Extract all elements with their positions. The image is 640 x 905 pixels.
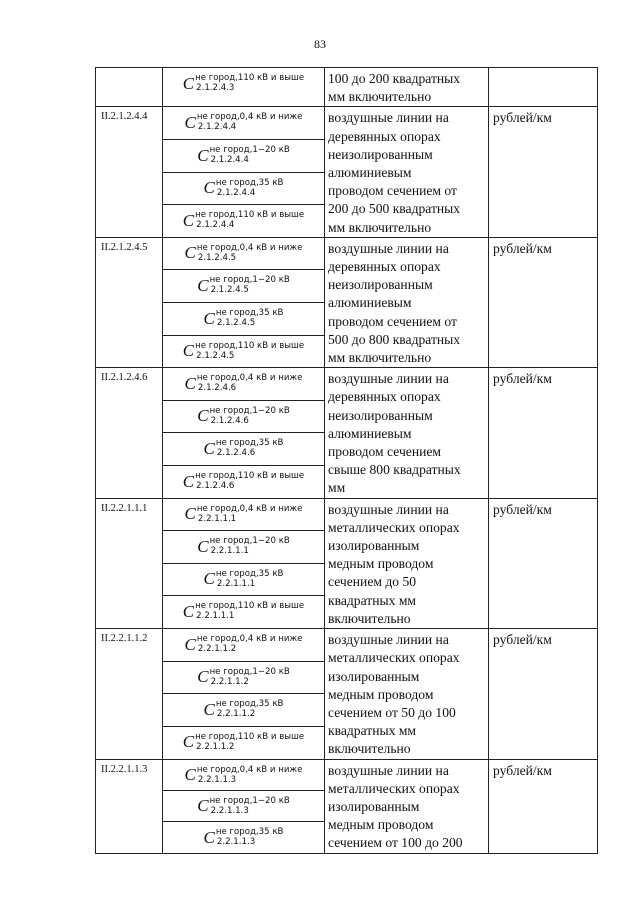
rate-symbol-subscript: 2.2.1.1.1 — [216, 578, 256, 589]
tariff-table — [95, 67, 598, 854]
rate-symbol-cell — [163, 68, 325, 107]
row-description — [325, 498, 489, 628]
rate-symbol — [163, 531, 324, 561]
rate-symbol — [163, 791, 324, 821]
rate-symbol — [163, 694, 324, 724]
rate-symbol-cell — [163, 531, 325, 564]
table-row — [96, 498, 598, 531]
rate-symbol-subscript: 2.1.2.4.5 — [216, 318, 256, 329]
rate-symbol-cell — [163, 368, 325, 401]
rate-symbol-letter: C — [197, 406, 209, 426]
rate-symbol — [163, 822, 324, 852]
rate-symbol — [163, 336, 324, 366]
row-description — [325, 759, 489, 853]
rate-symbol-letter: C — [197, 145, 209, 165]
rate-symbol-subscript: 2.2.1.1.3 — [197, 774, 237, 785]
rate-symbol-cell — [163, 466, 325, 499]
rate-symbol — [163, 270, 324, 300]
rate-symbol — [163, 173, 324, 203]
rate-symbol-letter: C — [182, 471, 195, 491]
rate-symbol-letter: C — [203, 308, 215, 328]
rate-symbol-indices — [216, 178, 284, 198]
rate-symbol-subscript: 2.1.2.4.4 — [196, 220, 235, 231]
rate-symbol-superscript: не город,35 кВ — [215, 177, 284, 188]
rate-symbol — [163, 368, 324, 398]
rate-symbol — [163, 629, 324, 659]
rate-symbol-indices — [210, 145, 290, 165]
row-description-text: воздушные линии на деревянных опорах неизолированным алюминиевым проводом сечением от 200 до 500 квадратных мм включительно — [328, 110, 461, 235]
rate-symbol-subscript: 2.2.1.1.3 — [216, 837, 256, 848]
row-description-text: воздушные линии на металлических опорах изолированным медным проводом сечением до 50 квадратных мм включительно — [328, 501, 460, 626]
rate-symbol-superscript: не город,0,4 кВ и ниже — [196, 634, 303, 645]
rate-symbol-cell — [163, 335, 325, 368]
table-row — [96, 368, 598, 401]
rate-symbol-indices — [216, 308, 284, 328]
rate-symbol-letter: C — [197, 275, 209, 295]
rate-symbol-superscript: не город,1−20 кВ — [209, 666, 290, 677]
rate-symbol-letter: C — [203, 178, 215, 198]
rate-symbol-indices — [197, 112, 303, 132]
rate-symbol-subscript: 2.1.2.4.5 — [197, 252, 237, 263]
rate-symbol-indices — [210, 796, 290, 816]
rate-symbol-superscript: не город,1−20 кВ — [209, 275, 290, 286]
rate-symbol-cell — [163, 433, 325, 466]
rate-symbol-indices — [197, 243, 303, 263]
rate-symbol-indices — [197, 634, 303, 654]
rate-symbol-superscript: не город,1−20 кВ — [209, 145, 290, 155]
rate-symbol-cell — [163, 237, 325, 270]
rate-symbol — [163, 205, 324, 235]
rate-symbol-superscript: не город,110 кВ и выше — [195, 471, 305, 482]
row-unit: рублей/км — [489, 629, 598, 759]
rate-symbol-cell — [163, 790, 325, 821]
rate-symbol-superscript: не город,0,4 кВ и ниже — [196, 112, 303, 123]
rate-symbol-cell — [163, 822, 325, 853]
rate-symbol-indices — [195, 601, 304, 621]
rate-symbol-subscript: 2.1.2.4.5 — [210, 285, 249, 296]
rate-symbol — [163, 68, 324, 98]
row-unit: рублей/км — [489, 759, 598, 853]
rate-symbol-subscript: 2.2.1.1.2 — [196, 741, 235, 752]
row-unit: рублей/км — [489, 498, 598, 628]
row-description-text: воздушные линии на металлических опорах изолированным медным проводом сечением от 100 до 200 — [328, 762, 463, 851]
row-code: II.2.2.1.1.2 — [96, 629, 163, 759]
rate-symbol — [163, 433, 324, 463]
row-unit: рублей/км — [489, 237, 598, 367]
rate-symbol-letter: C — [184, 373, 196, 393]
rate-symbol-letter: C — [182, 732, 195, 752]
rate-symbol-indices — [197, 373, 303, 393]
rate-symbol-subscript: 2.1.2.4.3 — [196, 83, 235, 93]
rate-symbol-indices — [197, 504, 303, 524]
rate-symbol-superscript: не город,35 кВ — [215, 568, 284, 579]
row-description-text: воздушные линии на металлических опорах изолированным медным проводом сечением от 50 до 100 квадратных мм включительно — [328, 632, 460, 757]
rate-symbol-letter: C — [184, 504, 196, 524]
row-description — [325, 68, 489, 107]
rate-symbol-cell — [163, 172, 325, 205]
rate-symbol-cell — [163, 303, 325, 336]
rate-symbol-letter: C — [197, 796, 209, 816]
row-description — [325, 107, 489, 237]
rate-symbol-cell — [163, 205, 325, 238]
rate-symbol-indices — [195, 732, 304, 752]
rate-symbol-letter: C — [182, 73, 195, 93]
rate-symbol-letter: C — [197, 667, 209, 687]
row-unit: рублей/км — [489, 107, 598, 237]
rate-symbol-cell — [163, 661, 325, 694]
rate-symbol — [163, 564, 324, 594]
rate-symbol-letter: C — [184, 634, 196, 654]
rate-symbol-superscript: не город,110 кВ и выше — [195, 340, 305, 351]
rate-symbol-cell — [163, 694, 325, 727]
rate-symbol-letter: C — [203, 827, 215, 847]
rate-symbol-superscript: не город,110 кВ и выше — [195, 601, 305, 612]
rate-symbol-subscript: 2.1.2.4.5 — [196, 350, 235, 361]
rate-symbol-indices — [197, 765, 303, 785]
rate-symbol-subscript: 2.1.2.4.4 — [216, 187, 256, 198]
rate-symbol-superscript: не город,1−20 кВ — [209, 405, 290, 416]
rate-symbol — [163, 760, 324, 790]
rate-symbol-indices — [216, 438, 284, 458]
row-unit: рублей/км — [489, 368, 598, 498]
rate-symbol-indices — [216, 569, 284, 589]
rate-symbol-subscript: 2.1.2.4.4 — [197, 122, 237, 133]
rate-symbol-indices — [195, 471, 304, 491]
rate-symbol-superscript: не город,0,4 кВ и ниже — [196, 373, 303, 384]
table-row — [96, 759, 598, 790]
rate-symbol-letter: C — [184, 112, 196, 132]
rate-symbol-superscript: не город,0,4 кВ и ниже — [196, 764, 303, 775]
rate-symbol-indices — [210, 667, 290, 687]
row-description — [325, 629, 489, 759]
rate-symbol — [163, 727, 324, 757]
rate-symbol-subscript: 2.2.1.1.1 — [197, 513, 237, 524]
row-code: II.2.1.2.4.5 — [96, 237, 163, 367]
table-row — [96, 107, 598, 140]
rate-symbol — [163, 466, 324, 496]
rate-symbol-letter: C — [203, 569, 215, 589]
rate-symbol — [163, 238, 324, 268]
row-description — [325, 368, 489, 498]
rate-symbol-superscript: не город,1−20 кВ — [209, 536, 290, 547]
rate-symbol-superscript: не город,110 кВ и выше — [195, 210, 305, 221]
rate-symbol-subscript: 2.1.2.4.6 — [210, 415, 249, 426]
rate-symbol — [163, 303, 324, 333]
rate-symbol-subscript: 2.2.1.1.3 — [210, 805, 249, 816]
tariff-table-body — [96, 68, 598, 854]
row-description-text: 100 до 200 квадратных мм включительно — [328, 71, 461, 105]
rate-symbol-letter: C — [184, 243, 196, 263]
rate-symbol-letter: C — [182, 601, 195, 621]
rate-symbol-subscript: 2.2.1.1.1 — [196, 611, 235, 622]
rate-symbol-superscript: не город,35 кВ — [215, 827, 284, 838]
row-code: II.2.2.1.1.1 — [96, 498, 163, 628]
rate-symbol-subscript: 2.1.2.4.6 — [197, 383, 237, 394]
rate-symbol — [163, 662, 324, 692]
rate-symbol-cell — [163, 498, 325, 531]
rate-symbol-indices — [210, 406, 290, 426]
rate-symbol-cell — [163, 596, 325, 629]
rate-symbol-letter: C — [184, 765, 196, 785]
table-row — [96, 629, 598, 662]
rate-symbol-superscript: не город,110 кВ и выше — [195, 731, 305, 742]
rate-symbol-superscript: не город,1−20 кВ — [209, 795, 290, 806]
rate-symbol-cell — [163, 629, 325, 662]
row-unit — [489, 68, 598, 107]
rate-symbol-indices — [216, 699, 284, 719]
rate-symbol-indices — [210, 536, 290, 556]
rate-symbol-letter: C — [197, 536, 209, 556]
rate-symbol-indices — [216, 827, 284, 847]
row-description-text: воздушные линии на деревянных опорах неизолированным алюминиевым проводом сечением свыше 800 квадратных мм — [328, 371, 461, 496]
table-row — [96, 68, 598, 107]
row-description-text: воздушные линии на деревянных опорах неизолированным алюминиевым проводом сечением от 500 до 800 квадратных мм включительно — [328, 240, 461, 366]
rate-symbol-cell — [163, 107, 325, 140]
rate-symbol-superscript: не город,35 кВ — [215, 699, 284, 710]
rate-symbol-superscript: не город,35 кВ — [215, 438, 284, 449]
rate-symbol-cell — [163, 563, 325, 596]
rate-symbol-superscript: не город,0,4 кВ и ниже — [196, 503, 303, 514]
rate-symbol-letter: C — [182, 341, 195, 361]
row-code — [96, 68, 163, 107]
rate-symbol-cell — [163, 726, 325, 759]
row-description — [325, 237, 489, 367]
rate-symbol-subscript: 2.2.1.1.1 — [210, 546, 249, 557]
rate-symbol-subscript: 2.2.1.1.2 — [197, 644, 237, 655]
rate-symbol-indices — [195, 210, 304, 230]
rate-symbol-letter: C — [182, 210, 195, 230]
rate-symbol-indices — [210, 275, 290, 295]
page-number: 83 — [314, 37, 326, 51]
rate-symbol-subscript: 2.2.1.1.2 — [216, 709, 256, 720]
rate-symbol-indices — [195, 73, 304, 93]
rate-symbol-cell — [163, 759, 325, 790]
rate-symbol-superscript: не город,35 кВ — [215, 308, 284, 319]
rate-symbol-subscript: 2.2.1.1.2 — [210, 676, 249, 687]
rate-symbol — [163, 401, 324, 431]
row-code: II.2.2.1.1.3 — [96, 759, 163, 853]
rate-symbol — [163, 107, 324, 137]
row-code: II.2.1.2.4.4 — [96, 107, 163, 237]
rate-symbol-superscript: не город,110 кВ и выше — [195, 73, 305, 83]
rate-symbol — [163, 596, 324, 626]
rate-symbol-indices — [195, 341, 304, 361]
row-code: II.2.1.2.4.6 — [96, 368, 163, 498]
rate-symbol-cell — [163, 140, 325, 173]
rate-symbol-subscript: 2.1.2.4.6 — [216, 448, 256, 459]
rate-symbol — [163, 499, 324, 529]
rate-symbol-subscript: 2.1.2.4.6 — [196, 481, 235, 492]
rate-symbol-cell — [163, 270, 325, 303]
rate-symbol-letter: C — [203, 699, 215, 719]
rate-symbol — [163, 140, 324, 170]
table-row — [96, 237, 598, 270]
rate-symbol-superscript: не город,0,4 кВ и ниже — [196, 242, 303, 253]
rate-symbol-subscript: 2.1.2.4.4 — [210, 155, 249, 165]
rate-symbol-cell — [163, 400, 325, 433]
rate-symbol-letter: C — [203, 438, 215, 458]
